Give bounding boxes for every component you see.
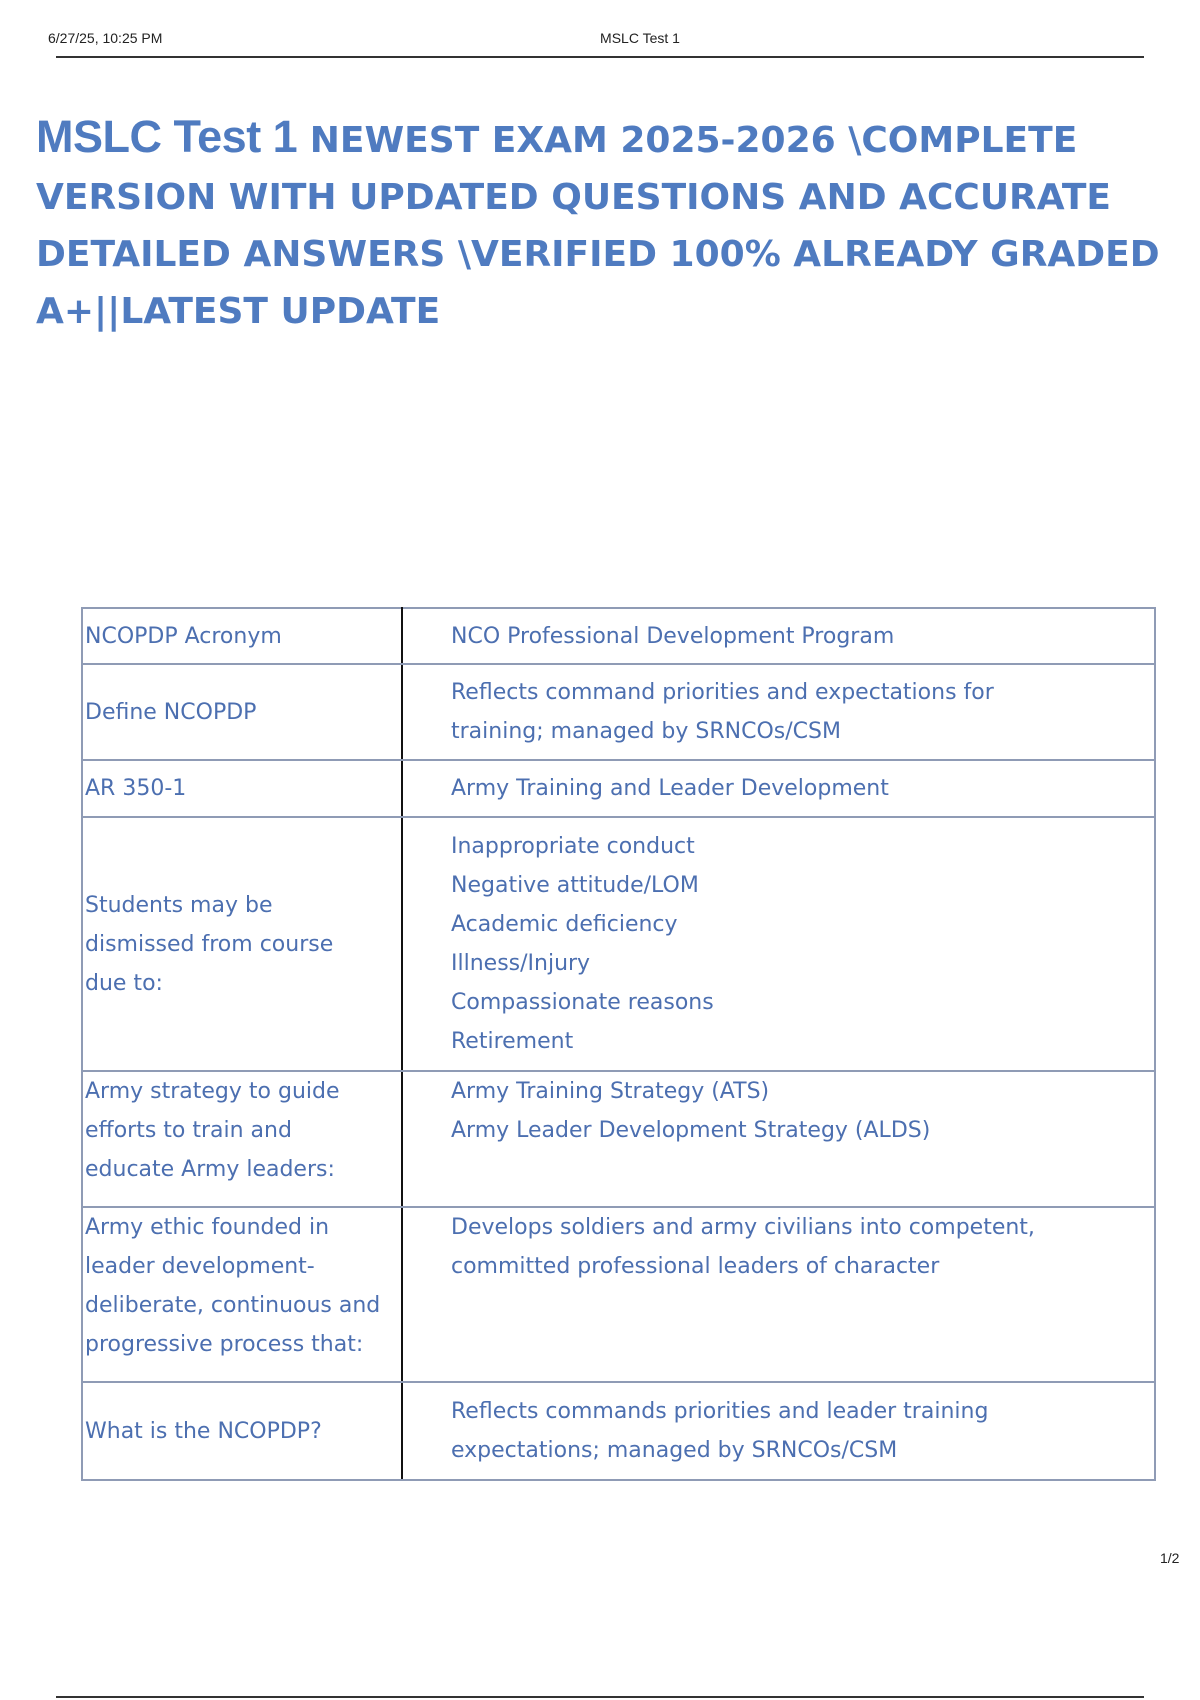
definition-cell: [402, 760, 1155, 817]
document-title-rest: NEWEST EXAM 2025-2026 \COMPLETE VERSION WITH UPDATED QUESTIONS AND ACCURATE DETAILED ANSWERS \VERIFIED 100% ALREADY GRADED A+||LATEST UPDATE: [36, 120, 1160, 332]
header-rule: [56, 56, 1144, 58]
definition-line: expectations; managed by SRNCOs/CSM: [451, 1438, 898, 1463]
table-row: [82, 1071, 1155, 1207]
table-row: [82, 1382, 1155, 1480]
definition-cell: [402, 1207, 1155, 1382]
term-line: Army strategy to guide: [85, 1079, 340, 1104]
table-row: [82, 760, 1155, 817]
definition-cell: [402, 608, 1155, 664]
term-line: due to:: [85, 970, 163, 996]
flashcard-table: [81, 607, 1156, 1481]
document-title-lead: MSLC Test 1: [36, 111, 298, 162]
term-line: What is the NCOPDP?: [85, 1418, 322, 1444]
term-cell: [82, 664, 402, 760]
definition-line: Retirement: [451, 1029, 574, 1054]
term-line: Army ethic founded in: [85, 1215, 330, 1240]
term-cell: [82, 1071, 402, 1207]
term-cell: [82, 817, 402, 1071]
print-datetime: 6/27/25, 10:25 PM: [48, 30, 163, 46]
definition-line: training; managed by SRNCOs/CSM: [451, 719, 841, 744]
term-cell: [82, 1382, 402, 1480]
definition-line: Illness/Injury: [451, 951, 591, 976]
table-row: [82, 1207, 1155, 1382]
term-line: educate Army leaders:: [85, 1157, 335, 1182]
definition-cell: [402, 1071, 1155, 1207]
definition-line: Army Training Strategy (ATS): [451, 1079, 770, 1104]
print-doc-name: MSLC Test 1: [600, 30, 680, 46]
definition-line: Reflects commands priorities and leader training: [451, 1399, 989, 1424]
term-line: progressive process that:: [85, 1332, 364, 1357]
term-line: Students may be: [85, 892, 273, 918]
definition-line: Reflects command priorities and expectations for: [451, 680, 994, 705]
term-line: dismissed from course: [85, 931, 334, 957]
definition-line: Negative attitude/LOM: [451, 873, 699, 898]
term-line: deliberate, continuous and: [85, 1293, 381, 1318]
table-row: [82, 664, 1155, 760]
table-row: [82, 817, 1155, 1071]
page-number: 1/2: [1160, 1550, 1180, 1566]
term-cell: [82, 760, 402, 817]
term-line: AR 350-1: [85, 776, 187, 801]
definition-cell: [402, 817, 1155, 1071]
term-line: efforts to train and: [85, 1118, 292, 1143]
term-line: leader development-: [85, 1254, 315, 1279]
definition-line: Develops soldiers and army civilians into competent,: [451, 1215, 1035, 1240]
definition-line: NCO Professional Development Program: [451, 623, 895, 649]
definition-line: Academic deficiency: [451, 912, 678, 937]
term-line: NCOPDP Acronym: [85, 623, 282, 649]
term-line: Define NCOPDP: [85, 699, 257, 725]
definition-line: committed professional leaders of character: [451, 1254, 940, 1279]
footer-rule: [56, 1696, 1144, 1698]
document-title: [36, 108, 1176, 340]
definition-line: Inappropriate conduct: [451, 834, 695, 859]
definition-line: Army Leader Development Strategy (ALDS): [451, 1118, 931, 1143]
definition-line: Army Training and Leader Development: [451, 776, 889, 801]
definition-line: Compassionate reasons: [451, 990, 714, 1015]
definition-cell: [402, 664, 1155, 760]
table-row: [82, 608, 1155, 664]
print-header: [0, 0, 1200, 60]
term-cell: [82, 1207, 402, 1382]
term-cell: [82, 608, 402, 664]
definition-cell: [402, 1382, 1155, 1480]
